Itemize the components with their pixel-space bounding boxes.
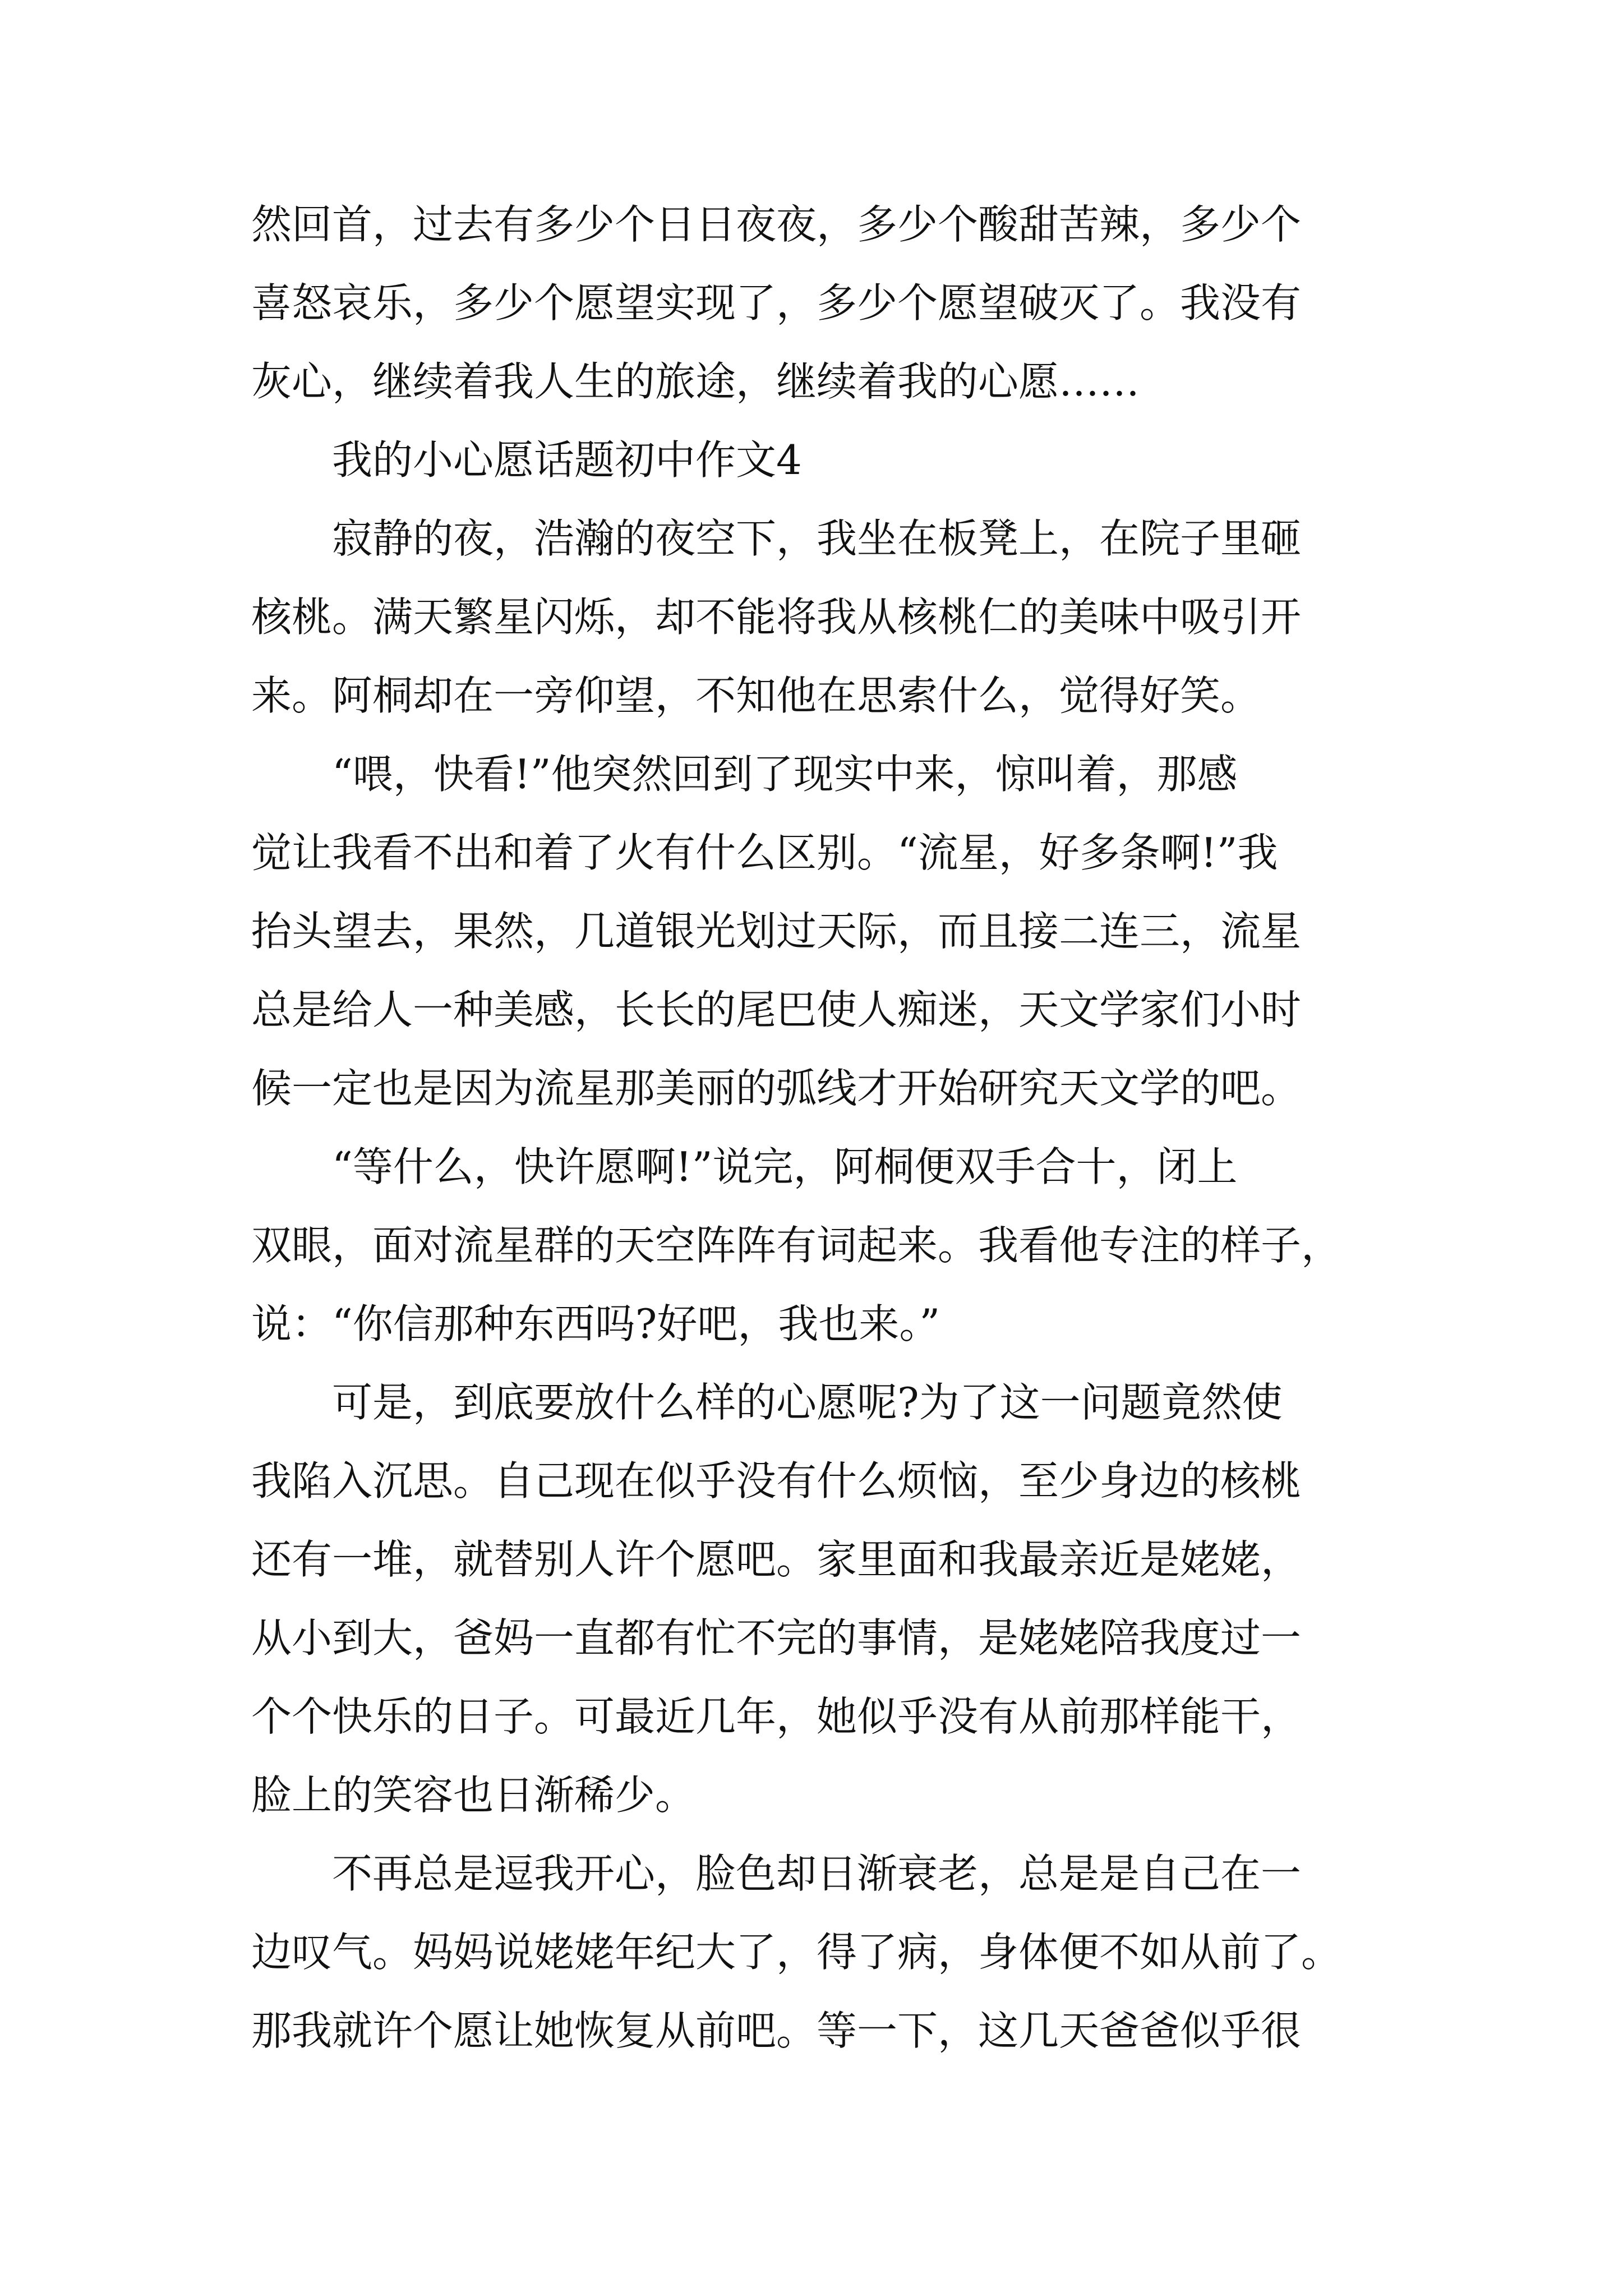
text-line: 不再总是逗我开心，脸色却日渐衰老，总是是自己在一 bbox=[332, 1850, 1302, 1897]
text-line: 我陷入沉思。自己现在似乎没有什么烦恼，至少身边的核桃 bbox=[251, 1457, 1302, 1504]
text-line: 边叹气。妈妈说姥姥年纪大了，得了病，身体便不如从前了。 bbox=[251, 1929, 1342, 1976]
text-line: 双眼，面对流星群的天空阵阵有词起来。我看他专注的样子， bbox=[251, 1222, 1342, 1269]
text-line: 喜怒哀乐，多少个愿望实现了，多少个愿望破灭了。我没有 bbox=[251, 279, 1302, 326]
document-page bbox=[251, 201, 1386, 2089]
text-line: “等什么，快许愿啊!”说完，阿桐便双手合十，闭上 bbox=[332, 1143, 1238, 1190]
text-line: 寂静的夜，浩瀚的夜空下，我坐在板凳上，在院子里砸 bbox=[332, 515, 1302, 562]
text-line: 核桃。满天繁星闪烁，却不能将我从核桃仁的美味中吸引开 bbox=[251, 593, 1302, 641]
text-line: 说：“你信那种东西吗?好吧，我也来。” bbox=[251, 1300, 940, 1347]
text-line: 那我就许个愿让她恢复从前吧。等一下，这几天爸爸似乎很 bbox=[251, 2007, 1302, 2054]
text-line: 可是，到底要放什么样的心愿呢?为了这一问题竟然使 bbox=[332, 1379, 1283, 1426]
text-line: 总是给人一种美感，长长的尾巴使人痴迷，天文学家们小时 bbox=[251, 986, 1302, 1033]
text-line: 候一定也是因为流星那美丽的弧线才开始研究天文学的吧。 bbox=[251, 1065, 1302, 1112]
text-line: 然回首，过去有多少个日日夜夜，多少个酸甜苦辣，多少个 bbox=[251, 201, 1302, 248]
text-line: 抬头望去，果然，几道银光划过天际，而且接二连三，流星 bbox=[251, 908, 1302, 955]
text-line: 个个快乐的日子。可最近几年，她似乎没有从前那样能干， bbox=[251, 1693, 1302, 1740]
text-line: 灰心，继续着我人生的旅途，继续着我的心愿…… bbox=[251, 358, 1140, 405]
section-heading: 我的小心愿话题初中作文4 bbox=[332, 436, 802, 484]
text-line: 来。阿桐却在一旁仰望，不知他在思索什么，觉得好笑。 bbox=[251, 672, 1261, 719]
text-line: “喂，快看!”他突然回到了现实中来，惊叫着，那感 bbox=[332, 751, 1238, 798]
text-line: 还有一堆，就替别人许个愿吧。家里面和我最亲近是姥姥， bbox=[251, 1536, 1302, 1583]
text-line: 脸上的笑容也日渐稀少。 bbox=[251, 1772, 696, 1819]
text-line: 从小到大，爸妈一直都有忙不完的事情，是姥姥陪我度过一 bbox=[251, 1614, 1302, 1662]
text-line: 觉让我看不出和着了火有什么区别。“流星，好多条啊!”我 bbox=[251, 829, 1278, 876]
